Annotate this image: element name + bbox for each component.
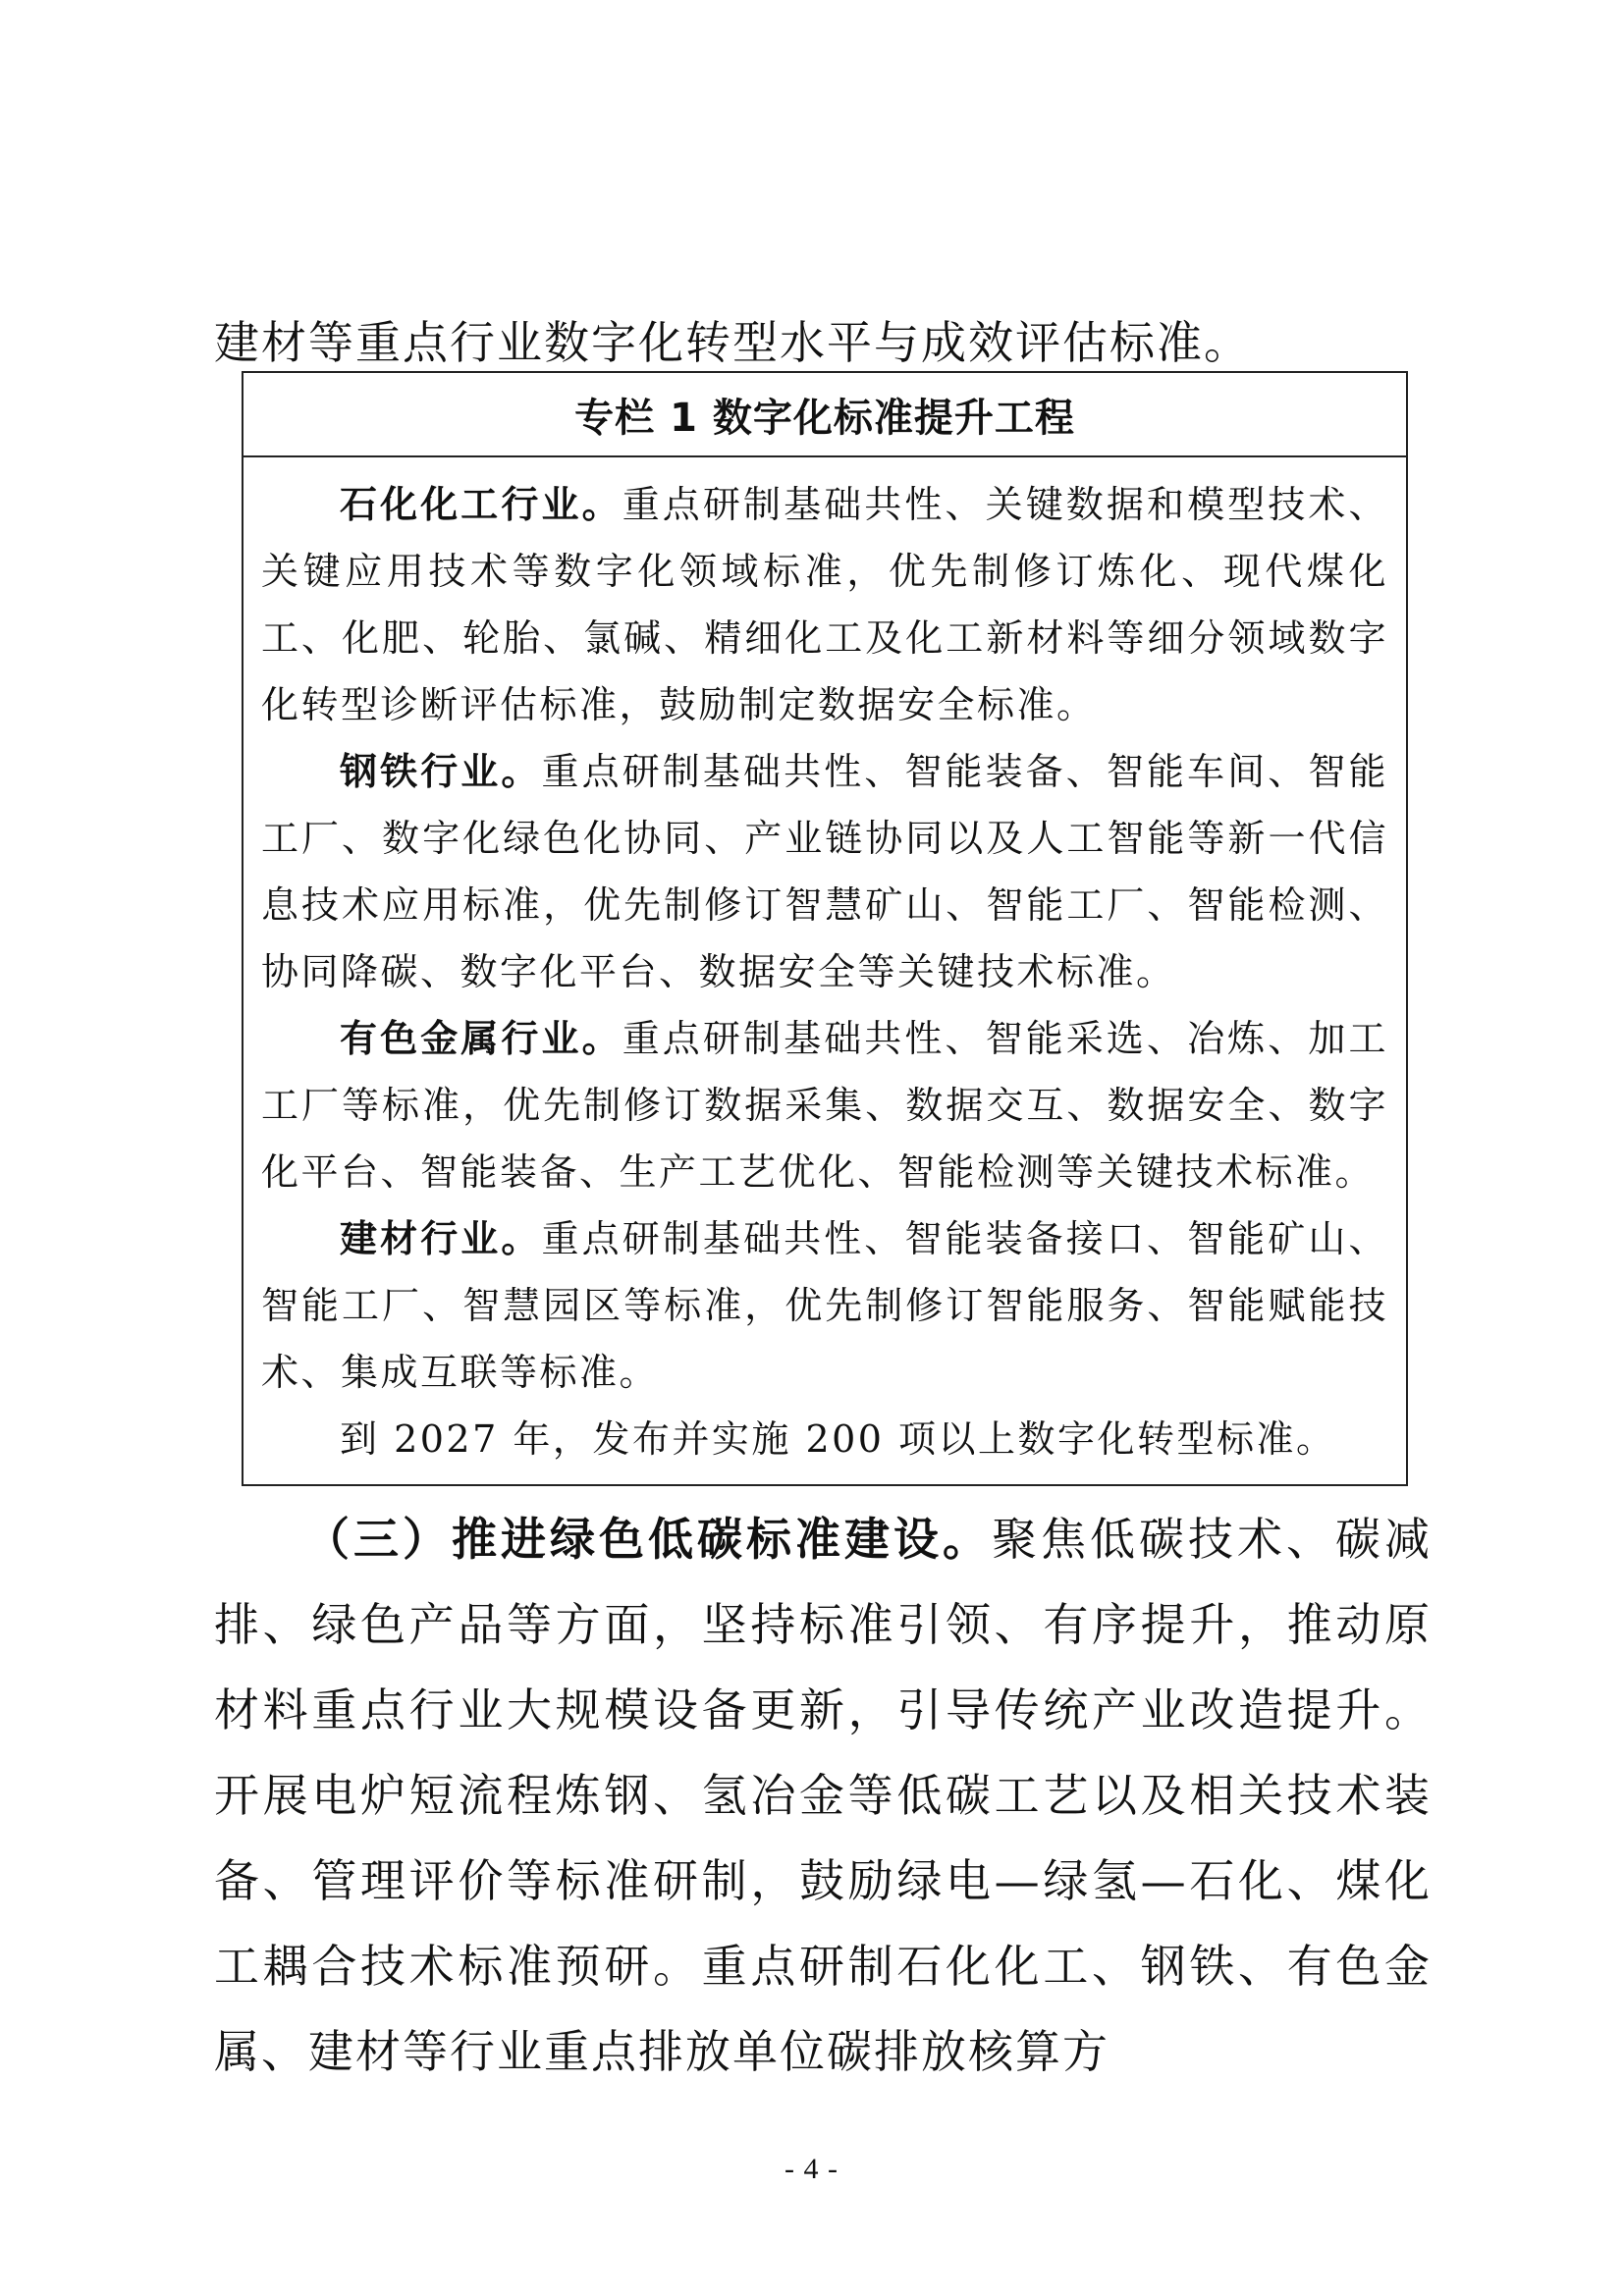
intro-line: 建材等重点行业数字化转型水平与成效评估标准。: [214, 316, 1251, 369]
page-number: - 4 -: [784, 2153, 839, 2185]
paragraph-text: 重点研制基础共性、智能采选、冶炼、加工工厂等标准，优先制修订数据采集、数据交互、数据安全、数字化平台、智能装备、生产工艺优化、智能检测等关键技术标准。: [261, 1017, 1388, 1194]
paragraph-lead: 钢铁行业。: [340, 750, 542, 793]
paragraph-text: 到 2027 年，发布并实施 200 项以上数字化转型标准。: [340, 1417, 1336, 1461]
paragraph-lead: 建材行业。: [340, 1217, 542, 1260]
paragraph-text: 重点研制基础共性、关键数据和模型技术、关键应用技术等数字化领域标准，优先制修订炼化、现代煤化工、化肥、轮胎、氯碱、精细化工及化工新材料等细分领域数字化转型诊断评估标准，鼓励制定数据安全标准。: [261, 483, 1388, 726]
box-paragraph-building-materials: [261, 1205, 1388, 1406]
column-box: [242, 371, 1408, 1486]
section-heading: （三）推进绿色低碳标准建设。: [304, 1513, 992, 1566]
column-box-body: [243, 457, 1406, 1472]
column-box-title: 专栏 1 数字化标准提升工程: [243, 373, 1406, 457]
box-paragraph-nonferrous: [261, 1005, 1388, 1205]
paragraph-text: 重点研制基础共性、智能装备接口、智能矿山、智能工厂、智慧园区等标准，优先制修订智能服务、智能赋能技术、集成互联等标准。: [261, 1217, 1388, 1394]
box-paragraph-steel: [261, 738, 1388, 1005]
paragraph-lead: 有色金属行业。: [340, 1017, 622, 1060]
paragraph-lead: 石化化工行业。: [340, 483, 622, 526]
box-paragraph-target-2027: [261, 1406, 1388, 1472]
box-paragraph-petrochemical: [261, 471, 1388, 738]
section-text: 聚焦低碳技术、碳减排、绿色产品等方面，坚持标准引领、有序提升，推动原材料重点行业大规模设备更新，引导传统产业改造提升。开展电炉短流程炼钢、氢冶金等低碳工艺以及相关技术装备、管理评价等标准研制，鼓励绿电—绿氢—石化、煤化工耦合技术标准预研。重点研制石化化工、钢铁、有色金属、建材等行业重点排放单位碳排放核算方: [214, 1513, 1432, 2078]
section-paragraph-green-low-carbon: [214, 1497, 1432, 2095]
paragraph-text: 重点研制基础共性、智能装备、智能车间、智能工厂、数字化绿色化协同、产业链协同以及人工智能等新一代信息技术应用标准，优先制修订智慧矿山、智能工厂、智能检测、协同降碳、数字化平台、数据安全等关键技术标准。: [261, 750, 1388, 993]
